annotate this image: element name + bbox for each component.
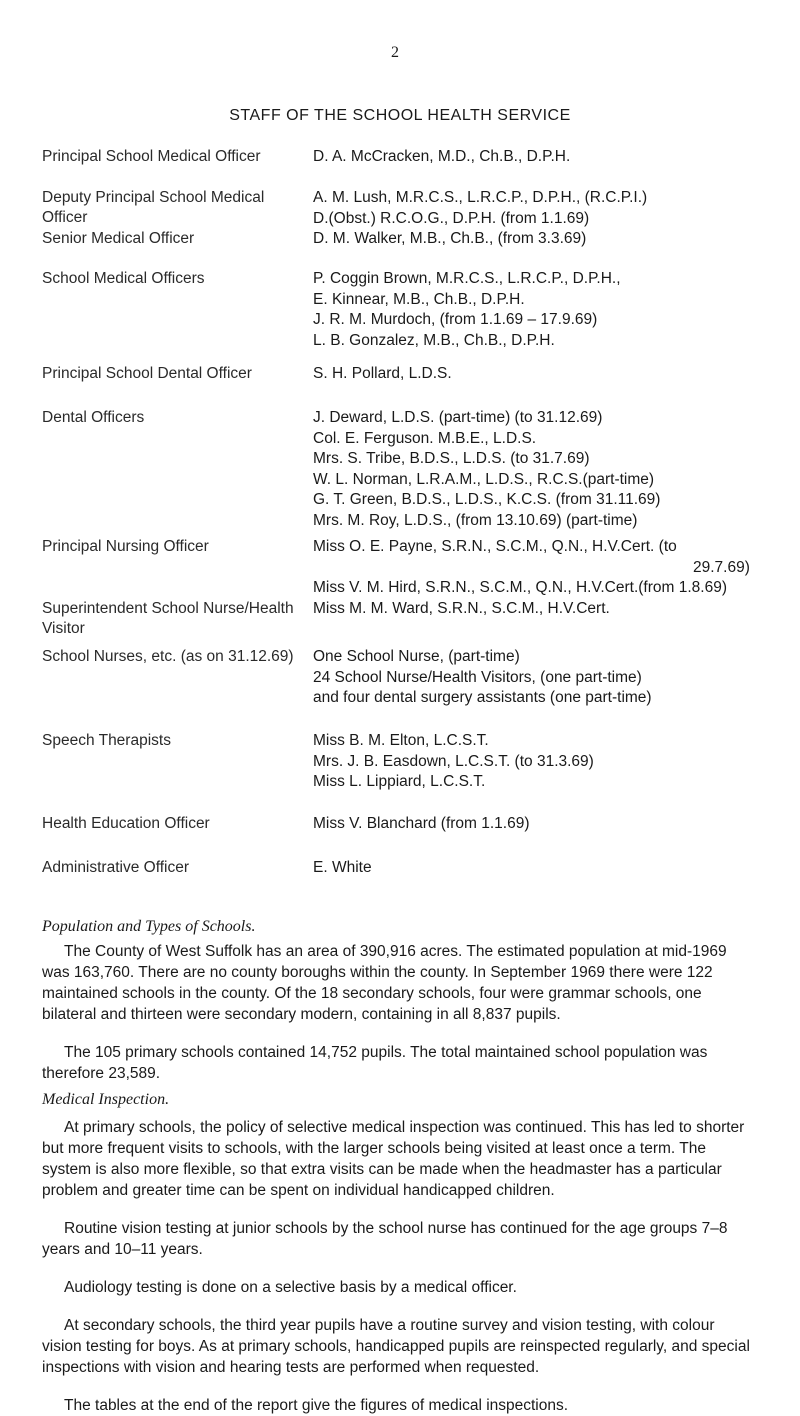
medical-section [42, 1090, 762, 1416]
staff-holder: 29.7.69) [693, 558, 750, 576]
staff-holder: D. M. Walker, M.B., Ch.B., (from 3.3.69) [313, 230, 587, 247]
paragraph: The County of West Suffolk has an area of 390,916 acres. The estimated population at mid-1969 was 163,760. There are no county boroughs within the county. In September 1969 there were 122 maintained schools in the county. Of the 18 secondary schools, four were grammar schools, one bilateral and thirteen were secondary modern, containing in all 8,837 pupils. [42, 943, 727, 1023]
paragraph: Audiology testing is done on a selective basis by a medical officer. [64, 1279, 517, 1296]
role-label: Principal School Dental Officer [42, 365, 252, 382]
paragraph: The 105 primary schools contained 14,752 pupils. The total maintained school population was therefore 23,589. [42, 1044, 708, 1082]
staff-holder: J. R. M. Murdoch, (from 1.1.69 – 17.9.69) [313, 311, 598, 328]
staff-holder: Miss M. M. Ward, S.R.N., S.C.M., H.V.Cert. [313, 600, 610, 617]
staff-holder: Mrs. J. B. Easdown, L.C.S.T. (to 31.3.69) [313, 752, 594, 770]
staff-holder: G. T. Green, B.D.S., L.D.S., K.C.S. (from 31.11.69) [313, 491, 661, 508]
section-heading: Population and Types of Schools. [42, 918, 256, 935]
staff-holder: J. Deward, L.D.S. (part-time) (to 31.12.69) [313, 409, 603, 426]
paragraph: Routine vision testing at junior schools by the school nurse has continued for the age groups 7–8 years and 10–11 years. [42, 1220, 728, 1258]
staff-holder: D. A. McCracken, M.D., Ch.B., D.P.H. [313, 148, 571, 165]
staff-holder: Col. E. Ferguson. M.B.E., L.D.S. [313, 429, 537, 447]
paragraph: The tables at the end of the report give the figures of medical inspections. [64, 1397, 569, 1414]
role-label: Health Education Officer [42, 815, 210, 832]
role-label: Senior Medical Officer [42, 230, 195, 247]
staff-holder: and four dental surgery assistants (one part-time) [313, 689, 652, 706]
staff-holder: Miss L. Lippiard, L.C.S.T. [313, 773, 486, 790]
role-label: School Medical Officers [42, 270, 205, 287]
role-label: Principal Nursing Officer [42, 538, 209, 555]
staff-holder: One School Nurse, (part-time) [313, 648, 520, 665]
paragraph: At primary schools, the policy of selective medical inspection was continued. This has led to shorter but more frequent visits to schools, with the larger schools being visited at least once a term. The system is also more flexible, so that extra visits can be made when the headmaster has a particular problem and greater time can be spent on individual handicapped children. [42, 1119, 745, 1199]
role-label: Deputy Principal School Medical Officer [42, 189, 265, 226]
staff-holder: Miss V. Blanchard (from 1.1.69) [313, 815, 530, 832]
paragraph: At secondary schools, the third year pupils have a routine survey and vision testing, with colour vision testing for boys. As at primary schools, handicapped pupils are reinspected regularly, and special inspections with vision and hearing tests are performed when requested. [42, 1317, 750, 1376]
staff-holder: Mrs. M. Roy, L.D.S., (from 13.10.69) (part-time) [313, 511, 638, 529]
staff-holder: E. White [313, 859, 372, 876]
staff-holder: S. H. Pollard, L.D.S. [313, 365, 452, 382]
page-title: STAFF OF THE SCHOOL HEALTH SERVICE [229, 107, 571, 124]
role-label: Speech Therapists [42, 732, 171, 749]
page-number: 2 [391, 44, 399, 61]
staff-holder: E. Kinnear, M.B., Ch.B., D.P.H. [313, 290, 525, 308]
staff-holder: P. Coggin Brown, M.R.C.S., L.R.C.P., D.P.H., [313, 270, 621, 287]
population-section [42, 917, 762, 1084]
staff-holder: Mrs. S. Tribe, B.D.S., L.D.S. (to 31.7.69) [313, 450, 590, 467]
role-label: School Nurses, etc. (as on 31.12.69) [42, 648, 294, 665]
staff-holder: Miss B. M. Elton, L.C.S.T. [313, 732, 489, 749]
staff-holder: 24 School Nurse/Health Visitors, (one part-time) [313, 668, 642, 686]
staff-holder: A. M. Lush, M.R.C.S., L.R.C.P., D.P.H., (R.C.P.I.) [313, 189, 648, 206]
role-label: Principal School Medical Officer [42, 148, 261, 165]
staff-holder: W. L. Norman, L.R.A.M., L.D.S., R.C.S.(part-time) [313, 470, 655, 488]
staff-holder: Miss V. M. Hird, S.R.N., S.C.M., Q.N., H.V.Cert.(from 1.8.69) [313, 579, 727, 596]
section-heading: Medical Inspection. [42, 1091, 170, 1108]
role-label: Superintendent School Nurse/Health Visitor [42, 600, 294, 637]
staff-holder: L. B. Gonzalez, M.B., Ch.B., D.P.H. [313, 331, 555, 349]
role-label: Administrative Officer [42, 859, 190, 876]
staff-holder: D.(Obst.) R.C.O.G., D.P.H. (from 1.1.69) [313, 209, 590, 227]
role-label: Dental Officers [42, 409, 145, 426]
staff-holder: Miss O. E. Payne, S.R.N., S.C.M., Q.N., H.V.Cert. (to [313, 538, 677, 555]
